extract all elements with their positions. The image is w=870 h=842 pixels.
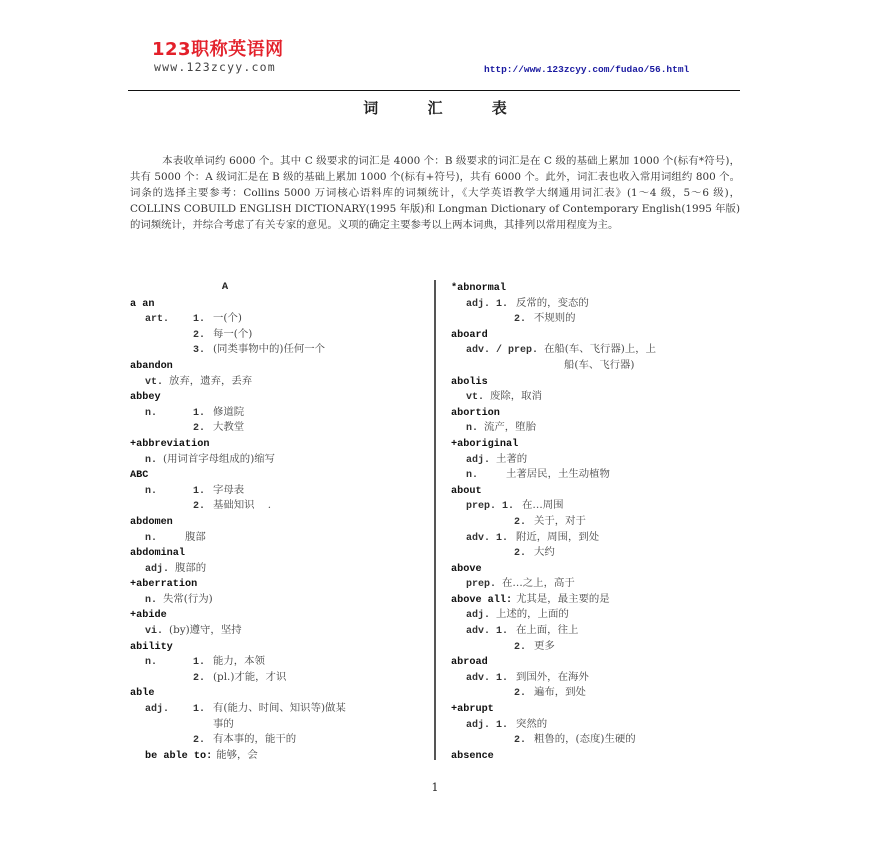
part-of-speech: vt. xyxy=(145,376,164,388)
sense-number: 2. xyxy=(514,735,527,747)
headword: aboard xyxy=(451,329,488,341)
definition-line xyxy=(451,670,751,686)
definition-line xyxy=(130,483,430,499)
headword: about xyxy=(451,485,482,497)
headword: *abnormal xyxy=(451,283,507,294)
headword: abandon xyxy=(130,360,173,372)
headword-line xyxy=(130,639,430,655)
header-rule xyxy=(128,90,740,91)
definition-line xyxy=(451,389,751,405)
part-of-speech: adv. / prep. xyxy=(466,345,539,357)
sense-number: 1. xyxy=(193,314,206,326)
gloss: 大教堂 xyxy=(213,421,245,434)
part-of-speech: n. xyxy=(145,454,158,466)
intro-paragraph xyxy=(130,153,740,233)
logo-url: www.123zcyy.com xyxy=(154,60,276,74)
definition-line xyxy=(130,701,430,717)
logo-title: 123职称英语网 xyxy=(152,39,284,60)
part-of-speech: n. xyxy=(145,594,158,606)
part-of-speech: prep. xyxy=(466,501,497,513)
definition-line xyxy=(451,607,751,623)
headword-line xyxy=(130,514,430,530)
phrase-line xyxy=(130,748,430,764)
definition-line xyxy=(130,654,430,670)
gloss: 有(能力、时间、知识等)做某 xyxy=(213,702,346,715)
definition-line xyxy=(130,561,430,577)
headword-line xyxy=(451,561,751,577)
sense-number: 1. xyxy=(496,532,509,544)
headword-line xyxy=(451,327,751,343)
headword-line xyxy=(130,296,430,312)
headword-line xyxy=(130,358,430,374)
headword-line xyxy=(130,607,430,623)
gloss: 基础知识 . xyxy=(213,499,272,512)
definition-line xyxy=(130,311,430,327)
headword: abdominal xyxy=(130,548,186,560)
site-logo[interactable] xyxy=(152,40,284,74)
part-of-speech: adv. xyxy=(466,672,491,684)
gloss: 腹部 xyxy=(185,530,206,543)
headword: +abrupt xyxy=(451,704,494,716)
headword: able xyxy=(130,688,155,700)
gloss: 更多 xyxy=(534,639,555,652)
definition-line xyxy=(130,623,430,639)
headword: +aberration xyxy=(130,579,198,591)
gloss: 大约 xyxy=(534,546,555,559)
entries-right-column xyxy=(451,280,751,763)
sense-number: 2. xyxy=(514,641,527,653)
sense-number: 1. xyxy=(496,719,509,731)
sense-number: 1. xyxy=(496,672,509,684)
definition-line xyxy=(451,514,751,530)
sense-number: 2. xyxy=(514,548,527,560)
part-of-speech: n. xyxy=(145,532,158,544)
gloss: 在上面，往上 xyxy=(516,624,579,637)
section-letter: A xyxy=(221,281,229,293)
gloss: (用词首字母组成的)缩写 xyxy=(163,452,276,465)
sense-number: 1. xyxy=(496,298,509,310)
gloss: 腹部的 xyxy=(175,561,207,574)
headword: a an xyxy=(130,298,155,310)
part-of-speech: adv. xyxy=(466,532,491,544)
column-divider xyxy=(434,280,436,760)
document-title: 词 汇 表 xyxy=(363,99,529,117)
sense-number: 2. xyxy=(193,672,206,684)
sense-number: 2. xyxy=(193,329,206,341)
headword-line xyxy=(451,748,751,764)
headword-line xyxy=(451,436,751,452)
gloss: 到国外，在海外 xyxy=(516,670,589,683)
page-number: 1 xyxy=(431,781,439,794)
gloss: 在…之上，高于 xyxy=(502,577,575,590)
headword-line xyxy=(451,280,751,296)
part-of-speech: vt. xyxy=(466,392,485,404)
headword: abolis xyxy=(451,376,488,388)
gloss: 不规则的 xyxy=(534,312,576,325)
definition-line xyxy=(451,685,751,701)
gloss: 反常的，变态的 xyxy=(516,296,589,309)
sense-number: 1. xyxy=(502,501,515,513)
headword: +abide xyxy=(130,610,167,622)
gloss: 一(个) xyxy=(213,312,242,325)
sense-number: 2. xyxy=(514,688,527,700)
definition-line xyxy=(451,732,751,748)
part-of-speech: vi. xyxy=(145,626,164,638)
definition-line xyxy=(130,670,430,686)
gloss: 附近，周围，到处 xyxy=(516,530,600,543)
headword-line xyxy=(451,483,751,499)
sense-number: 1. xyxy=(496,626,509,638)
headword-line xyxy=(451,405,751,421)
definition-line xyxy=(130,452,430,468)
gloss: 事的 xyxy=(213,717,234,730)
definition-line xyxy=(451,420,751,436)
headword-line xyxy=(130,685,430,701)
gloss: 能够，会 xyxy=(216,748,258,761)
headword-line xyxy=(130,436,430,452)
definition-line xyxy=(451,342,751,358)
definition-line xyxy=(130,405,430,421)
definition-line xyxy=(130,592,430,608)
sense-number: 2. xyxy=(514,314,527,326)
gloss: 在船(车、飞行器)上，上 xyxy=(544,343,657,356)
definition-line xyxy=(130,342,430,358)
part-of-speech: adj. xyxy=(145,563,170,575)
part-of-speech: n. xyxy=(145,407,158,419)
headword: +aboriginal xyxy=(451,438,519,450)
headword-line xyxy=(451,654,751,670)
part-of-speech: n. xyxy=(145,657,158,669)
gloss: 能力，本领 xyxy=(213,655,265,668)
intro-text: 本表收单词约 6000 个。其中 C 级要求的词汇是 4000 个：B 级要求的词汇是在 C 级的基础上累加 1000 个(标有*符号)，共有 5000 个：A 级词汇是在 B 级的基础上累加 1000 个(标有+符号)，共有 6000 个。此外，词汇表也收入常用词组约 800 个。词条的选择主要参考：Collins 5000 万词核心语料库的词频统计，《大学英语教学大纲通用词汇表》(1～4 级，5～6 级)，COLLINS COBUILD ENGLISH DICTIONARY(1995 年版)和 Longman Dictionary of Contemporary English(1995 年版)的词频统计，并综合考虑了有关专家的意见。义项的确定主要参考以上两本词典，其排列以常用程度为主。 xyxy=(130,155,740,231)
definition-line xyxy=(451,467,751,483)
gloss: 土著的 xyxy=(496,452,528,465)
gloss: 粗鲁的，(态度)生硬的 xyxy=(534,733,636,746)
gloss-continuation xyxy=(130,717,430,733)
sense-number: 1. xyxy=(193,407,206,419)
definition-line xyxy=(451,311,751,327)
page-url-link[interactable]: http://www.123zcyy.com/fudao/56.html xyxy=(484,64,690,75)
gloss: 上述的，上面的 xyxy=(496,608,569,621)
gloss: 每一(个) xyxy=(213,327,253,340)
phrase: above all: xyxy=(451,594,513,606)
gloss: 字母表 xyxy=(213,483,245,496)
phrase: be able to: xyxy=(145,750,213,762)
part-of-speech: adj. xyxy=(145,704,170,716)
gloss: 放弃，遗弃，丢弃 xyxy=(169,374,253,387)
part-of-speech: adj. xyxy=(466,298,491,310)
part-of-speech: adv. xyxy=(466,626,491,638)
sense-number: 2. xyxy=(193,735,206,747)
phrase-line xyxy=(451,592,751,608)
part-of-speech: n. xyxy=(145,485,158,497)
headword: ABC xyxy=(130,470,149,482)
headword-line xyxy=(130,576,430,592)
sense-number: 2. xyxy=(193,423,206,435)
headword: ability xyxy=(130,641,173,653)
gloss: 关于，对于 xyxy=(534,514,586,527)
part-of-speech: prep. xyxy=(466,579,497,591)
part-of-speech: adj. xyxy=(466,719,491,731)
gloss: 在…周围 xyxy=(522,499,564,512)
headword: abroad xyxy=(451,657,488,669)
definition-line xyxy=(451,452,751,468)
gloss: 船(车、飞行器) xyxy=(564,358,635,371)
definition-line xyxy=(451,545,751,561)
definition-line xyxy=(130,498,430,514)
definition-line xyxy=(451,717,751,733)
gloss: 废除，取消 xyxy=(490,390,542,403)
definition-line xyxy=(451,498,751,514)
gloss: 土著居民，土生动植物 xyxy=(506,468,610,481)
sense-number: 1. xyxy=(193,485,206,497)
gloss: 修道院 xyxy=(213,405,245,418)
headword: above xyxy=(451,563,482,575)
definition-line xyxy=(130,732,430,748)
gloss: (同类事物中的)任何一个 xyxy=(213,343,326,356)
definition-line xyxy=(451,296,751,312)
headword: abortion xyxy=(451,407,500,419)
definition-line xyxy=(451,623,751,639)
gloss: (pl.)才能，才识 xyxy=(213,670,287,683)
definition-line xyxy=(451,530,751,546)
sense-number: 3. xyxy=(193,345,206,357)
gloss: 有本事的，能干的 xyxy=(213,733,297,746)
headword-line xyxy=(451,374,751,390)
headword: abbey xyxy=(130,392,161,404)
headword: abdomen xyxy=(130,516,173,528)
headword-line xyxy=(451,701,751,717)
gloss-continuation xyxy=(451,358,751,374)
sense-number: 1. xyxy=(193,704,206,716)
headword: absence xyxy=(451,750,494,762)
part-of-speech: adj. xyxy=(466,454,491,466)
part-of-speech: n. xyxy=(466,470,479,482)
sense-number: 2. xyxy=(514,516,527,528)
gloss: 流产，堕胎 xyxy=(484,421,536,434)
headword-line xyxy=(130,467,430,483)
sense-number: 1. xyxy=(193,657,206,669)
definition-line xyxy=(451,576,751,592)
sense-number: 2. xyxy=(193,501,206,513)
gloss: 遍布，到处 xyxy=(534,686,586,699)
gloss: (by)遵守，坚持 xyxy=(169,624,242,637)
headword: +abbreviation xyxy=(130,438,210,450)
headword-line xyxy=(130,545,430,561)
definition-line xyxy=(130,420,430,436)
definition-line xyxy=(451,639,751,655)
definition-line xyxy=(130,530,430,546)
definition-line xyxy=(130,327,430,343)
definition-line xyxy=(130,374,430,390)
gloss: 失常(行为) xyxy=(163,592,213,605)
part-of-speech: art. xyxy=(145,314,170,326)
entries-left-column xyxy=(130,280,430,763)
gloss: 突然的 xyxy=(516,717,548,730)
headword-line xyxy=(130,389,430,405)
part-of-speech: n. xyxy=(466,423,479,435)
gloss: 尤其是，最主要的是 xyxy=(516,592,610,605)
part-of-speech: adj. xyxy=(466,610,491,622)
